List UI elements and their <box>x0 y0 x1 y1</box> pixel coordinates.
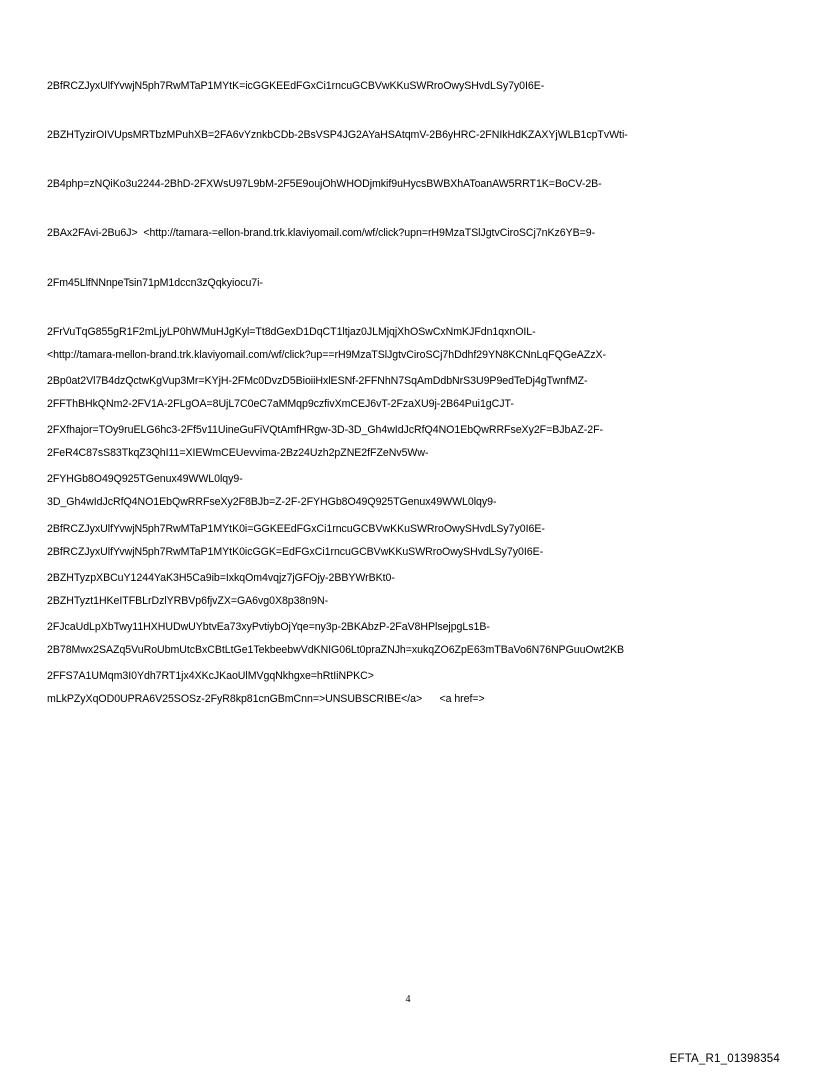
text-line: 2BZHTyzpXBCuY1244YaK3H5Ca9ib=IxkqOm4vqjz7jGFOjy-2BBYWrBKt0- <box>47 571 395 584</box>
text-line: 2FFS7A1UMqm3I0Ydh7RT1jx4XKcJKaoUlMVgqNkhgxe=hRtIiNPKC> <box>47 670 374 683</box>
text-line: 2FeR4C87sS83TkqZ3QhI11=XIEWmCEUevvima-2Bz24Uzh2pZNE2fFZeNv5Ww- <box>47 447 429 460</box>
text-line: 2B78Mwx2SAZq5VuRoUbmUtcBxCBtLtGe1TekbeebwVdKNIG06Lt0praZNJh=xukqZO6ZpE63mTBaVo6N76NPGuuOwt2KB <box>47 644 625 657</box>
text-line: 2BfRCZJyxUlfYvwjN5ph7RwMTaP1MYtK0i=GGKEEdFGxCi1rncuGCBVwKKuSWRroOwySHvdLSy7y0I6E- <box>47 522 545 535</box>
bates-number: EFTA_R1_01398354 <box>669 1053 780 1065</box>
text-line: 2BfRCZJyxUlfYvwjN5ph7RwMTaP1MYtK=icGGKEEdFGxCi1rncuGCBVwKKuSWRroOwySHvdLSy7y0I6E- <box>47 79 545 92</box>
text-line: 2FXfhajor=TOy9ruELG6hc3-2Ff5v11UineGuFiVQtAmfHRgw-3D-3D_Gh4wIdJcRfQ4NO1EbQwRRFseXy2F=BJbAZ-2F- <box>47 424 603 437</box>
text-line: 2BfRCZJyxUlfYvwjN5ph7RwMTaP1MYtK0icGGK=EdFGxCi1rncuGCBVwKKuSWRroOwySHvdLSy7y0I6E- <box>47 545 544 558</box>
text-line: <http://tamara-mellon-brand.trk.klaviyomail.com/wf/click?up==rH9MzaTSlJgtvCiroSCj7hDdhf29YN8KCNnLqFQGeAZzX- <box>47 348 606 361</box>
text-line: 2B4php=zNQiKo3u2244-2BhD-2FXWsU97L9bM-2F5E9oujOhWHODjmkif9uHycsBWBXhAToanAW5RRT1K=BoCV-2B- <box>47 178 602 191</box>
text-line: 2Fm45LlfNNnpeTsin71pM1dccn3zQqkyiocu7i- <box>47 276 263 289</box>
text-line: 2BAx2FAvi-2Bu6J> <http://tamara-=ellon-brand.trk.klaviyomail.com/wf/click?upn=rH9MzaTSlJgtvCiroSCj7nKz6YB=9- <box>47 227 596 240</box>
text-line: 2FFThBHkQNm2-2FV1A-2FLgOA=8UjL7C0eC7aMMqp9czfivXmCEJ6vT-2FzaXU9j-2B64Pui1gCJT- <box>47 398 514 411</box>
text-line: 2BZHTyzt1HKeITFBLrDzlYRBVp6fjvZX=GA6vg0X8p38n9N- <box>47 594 329 607</box>
text-line: 2FYHGb8O49Q925TGenux49WWL0lqy9- <box>47 473 243 486</box>
text-line: 2FJcaUdLpXbTwy11HXHUDwUYbtvEa73xyPvtiybOjYqe=ny3p-2BKAbzP-2FaV8HPlsejpgLs1B- <box>47 621 490 634</box>
text-line: 3D_Gh4wIdJcRfQ4NO1EbQwRRFseXy2F8BJb=Z-2F-2FYHGb8O49Q925TGenux49WWL0lqy9- <box>47 496 497 509</box>
page-number: 4 <box>405 994 411 1005</box>
text-line: 2BZHTyzirOIVUpsMRTbzMPuhXB=2FA6vYznkbCDb-2BsVSP4JG2AYaHSAtqmV-2B6yHRC-2FNIkHdKZAXYjWLB1cpTvWti- <box>47 129 628 142</box>
text-line: 2FrVuTqG855gR1F2mLjyLP0hWMuHJgKyl=Tt8dGexD1DqCT1ltjaz0JLMjqjXhOSwCxNmKJFdn1qxnOIL- <box>47 325 536 338</box>
text-line: mLkPZyXqOD0UPRA6V25SOSz-2FyR8kp81cnGBmCnn=>UNSUBSCRIBE</a> <a href=> <box>47 693 485 706</box>
text-line: 2Bp0at2Vl7B4dzQctwKgVup3Mr=KYjH-2FMc0DvzD5BioiiHxlESNf-2FFNhN7SqAmDdbNrS3U9P9edTeDj4gTwnfMZ- <box>47 375 588 388</box>
url-text-block-2 <box>47 314 787 740</box>
